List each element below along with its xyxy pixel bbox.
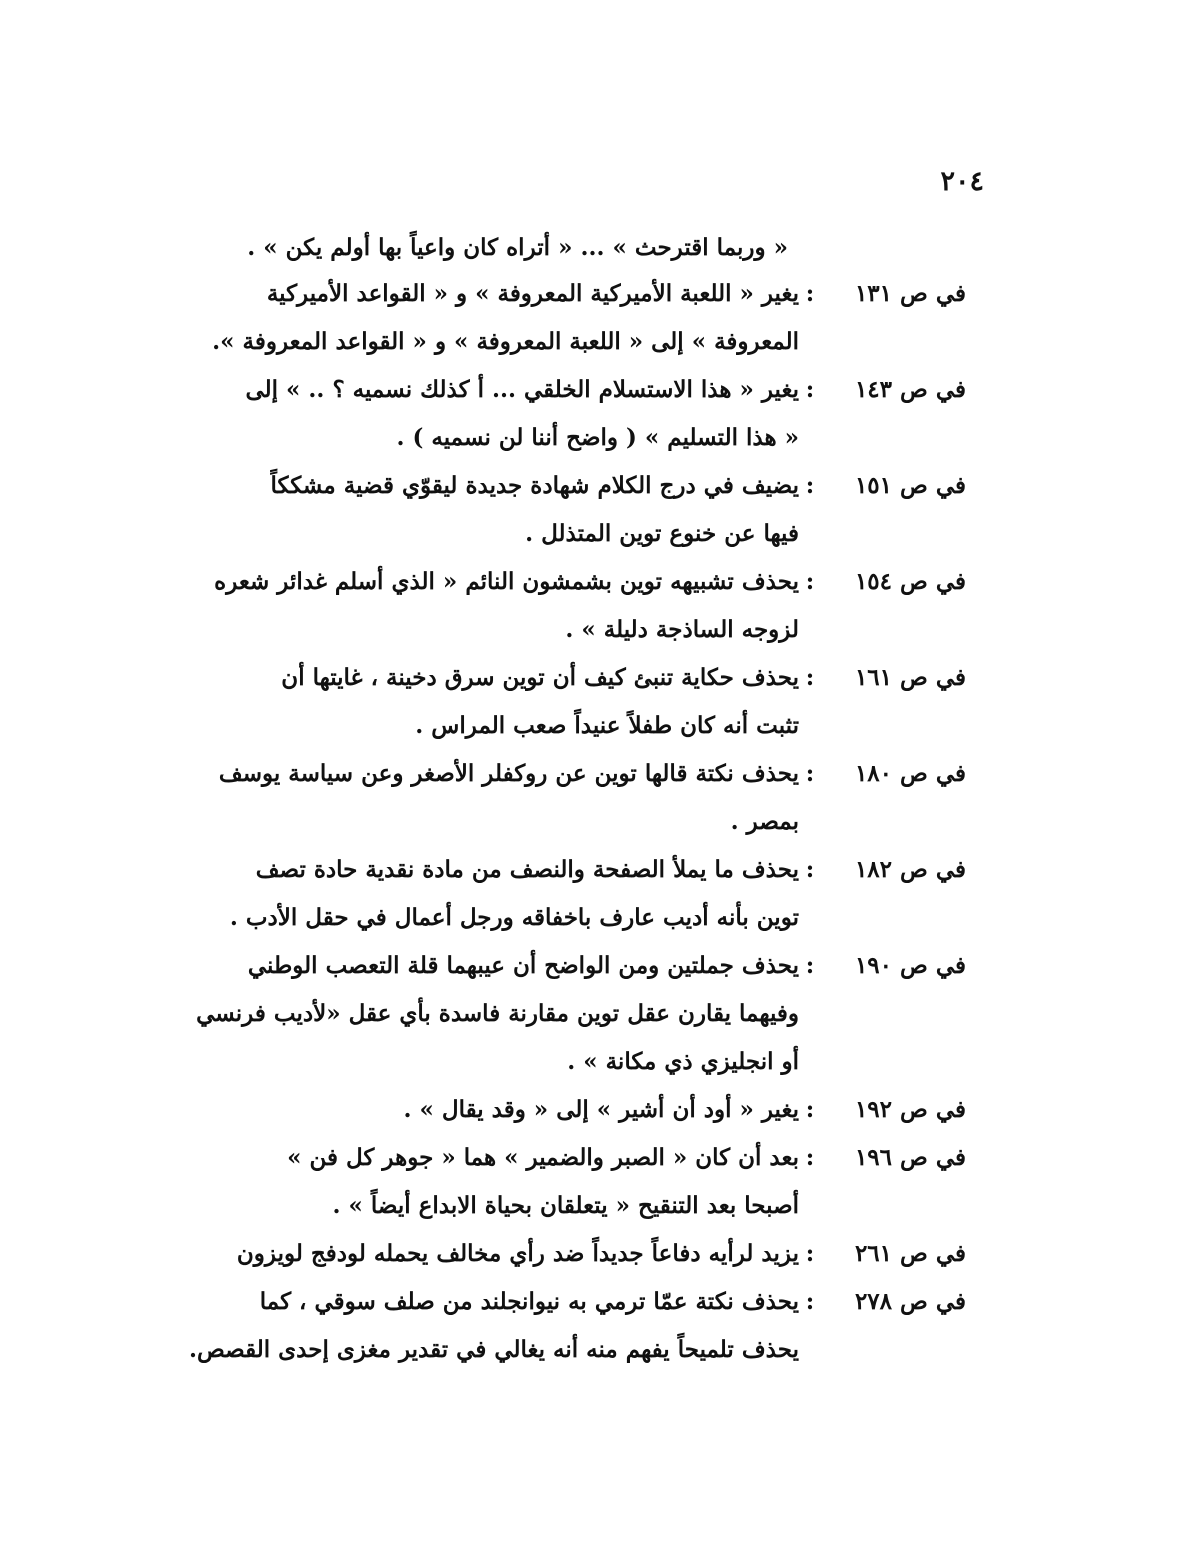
entry-text [186, 366, 799, 462]
separator-colon: : [805, 856, 815, 883]
entry-text [186, 1086, 799, 1134]
separator-colon: : [805, 1240, 815, 1267]
text-line: تثبت أنه كان طفلاً عنيداً صعب المراس . [415, 712, 799, 739]
entry-text [186, 750, 799, 846]
text-line: يحذف نكتة عمّا ترمي به نيوانجلند من صلف سوقي ، كما [259, 1288, 799, 1315]
text-line: « هذا التسليم » ( واضح أننا لن نسميه ) . [396, 424, 799, 451]
revision-entry [186, 366, 966, 462]
entry-text [186, 654, 799, 750]
page-reference: في ص ١٩٢ [854, 1096, 966, 1123]
text-line: وفيهما يقارن عقل توين مقارنة فاسدة بأي عقل «لأديب فرنسي [196, 1000, 799, 1027]
revision-entry [186, 654, 966, 750]
revision-entry [186, 846, 966, 942]
page-reference: في ص ١٩٠ [854, 952, 966, 979]
text-line: يحذف تشبيهه توين بشمشون النائم « الذي أسلم غدائر شعره [214, 568, 799, 595]
revision-entry [186, 1086, 966, 1134]
entry-text [186, 270, 799, 366]
separator-colon: : [805, 664, 815, 691]
revision-list [186, 270, 966, 1374]
separator-colon: : [805, 376, 815, 403]
entry-text [186, 1278, 799, 1374]
page-reference: في ص ١٦١ [854, 664, 966, 691]
text-line: المعروفة » إلى « اللعبة المعروفة » و « القواعد المعروفة ». [212, 328, 799, 355]
revision-entry [186, 1278, 966, 1374]
page-reference: في ص ١٣١ [854, 280, 966, 307]
separator-colon: : [805, 1144, 815, 1171]
text-line: توين بأنه أديب عارف باخفاقه ورجل أعمال في حقل الأدب . [229, 904, 799, 931]
text-line: أصبحا بعد التنقيح « يتعلقان بحياة الابداع أيضاً » . [332, 1192, 799, 1219]
page-reference: في ص ١٩٦ [854, 1144, 966, 1171]
text-line: يغير « اللعبة الأميركية المعروفة » و « القواعد الأميركية [266, 280, 799, 307]
page-reference: في ص ١٥٤ [854, 568, 966, 595]
separator-colon: : [805, 280, 815, 307]
entry-text [186, 942, 799, 1086]
separator-colon: : [805, 952, 815, 979]
text-line: يغير « أود أن أشير » إلى « وقد يقال » . [403, 1096, 799, 1123]
revision-entry [186, 750, 966, 846]
separator-colon: : [805, 760, 815, 787]
text-line: يغير « هذا الاستسلام الخلقي ... أ كذلك نسميه ؟ .. » إلى [245, 376, 799, 403]
continuation-line: « وربما اقترحث » ... « أتراه كان واعياً بها أولم يكن » . [247, 234, 788, 261]
page-number: ٢٠٤ [940, 166, 984, 197]
text-line: فيها عن خنوع توين المتذلل . [525, 520, 799, 547]
text-line: يحذف ما يملأ الصفحة والنصف من مادة نقدية حادة تصف [255, 856, 799, 883]
revision-entry [186, 558, 966, 654]
page-reference: في ص ١٨٢ [854, 856, 966, 883]
revision-entry [186, 1230, 966, 1278]
text-line: لزوجه الساذجة دليلة » . [565, 616, 799, 643]
text-line: يزيد لرأيه دفاعاً جديداً ضد رأي مخالف يحمله لودفج لويزون [236, 1240, 799, 1267]
text-line: يحذف جملتين ومن الواضح أن عيبهما قلة التعصب الوطني [247, 952, 799, 979]
page-reference: في ص ٢٧٨ [854, 1288, 966, 1315]
page-reference: في ص ٢٦١ [854, 1240, 966, 1267]
text-line: بعد أن كان « الصبر والضمير » هما « جوهر كل فن » [287, 1144, 799, 1171]
page-reference: في ص ١٤٣ [854, 376, 966, 403]
entry-text [186, 462, 799, 558]
separator-colon: : [805, 472, 815, 499]
text-line: يحذف تلميحاً يفهم منه أنه يغالي في تقدير مغزى إحدى القصص. [188, 1336, 799, 1363]
entry-text [186, 1230, 799, 1278]
text-line: يحذف نكتة قالها توين عن روكفلر الأصغر وعن سياسة يوسف [218, 760, 799, 787]
text-line: أو انجليزي ذي مكانة » . [567, 1048, 799, 1075]
separator-colon: : [805, 1096, 815, 1123]
text-line: بمصر . [730, 808, 799, 835]
revision-entry [186, 462, 966, 558]
separator-colon: : [805, 568, 815, 595]
entry-text [186, 1134, 799, 1230]
separator-colon: : [805, 1288, 815, 1315]
text-line: يحذف حكاية تنبئ كيف أن توين سرق دخينة ، غايتها أن [281, 664, 799, 691]
entry-text [186, 846, 799, 942]
revision-entry [186, 270, 966, 366]
revision-entry [186, 1134, 966, 1230]
page-reference: في ص ١٥١ [854, 472, 966, 499]
entry-text [186, 558, 799, 654]
page-reference: في ص ١٨٠ [854, 760, 966, 787]
text-line: يضيف في درج الكلام شهادة جديدة ليقوّي قضية مشككاً [270, 472, 799, 499]
revision-entry [186, 942, 966, 1086]
